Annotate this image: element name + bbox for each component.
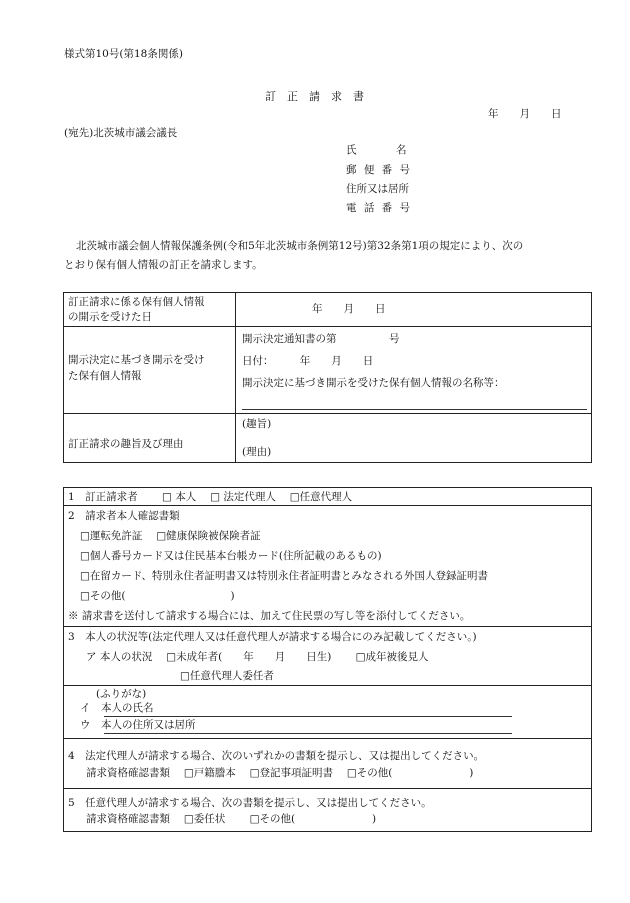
disclosure-date-label-2: の開示を受けた日	[68, 311, 152, 323]
addressee: (宛先)北茨城市議会議長	[64, 127, 178, 139]
document-title: 訂 正 請 求 書	[265, 90, 364, 103]
table2-divider-4	[63, 738, 592, 739]
id-documents-line-3: □在留カード、特別永住者証明書又は特別永住者証明書とみなされる外国人登録証明書	[80, 570, 488, 582]
furigana-label: (ふりがな)	[96, 688, 147, 700]
applicant-phone-label: 電 話 番 号	[346, 202, 413, 214]
table1-row-divider-1	[63, 326, 592, 327]
date-line: 年 月 日	[488, 108, 562, 120]
principal-address-label: ウ 本人の住所又は居所	[80, 719, 196, 731]
principal-status-a: ア 本人の状況 □未成年者( 年 月 日生) □成年被後見人	[86, 651, 429, 663]
id-documents-line-2: □個人番号カード又は住民基本台帳カード(住所記載のあるもの)	[80, 550, 382, 562]
legal-agent-docs-line: 請求資格確認書類 □戸籍謄本 □登記事項証明書 □その他( )	[86, 767, 474, 779]
principal-name-label: イ 本人の氏名	[80, 702, 154, 714]
table2-divider-2	[63, 626, 592, 627]
form-number: 様式第10号(第18条関係)	[64, 48, 183, 60]
correction-purpose-reason-label: 訂正請求の趣旨及び理由	[68, 438, 184, 450]
disclosure-date-label-1: 訂正請求に係る保有個人情報	[68, 296, 205, 308]
voluntary-agent-docs-title: 5 任意代理人が請求する場合、次の書類を提示し、又は提出してください。	[68, 797, 432, 809]
disclosed-info-name-underline	[242, 409, 587, 410]
disclosure-date-value: 年 月 日	[312, 303, 386, 315]
disclosure-notice-number: 開示決定通知書の第 号	[242, 333, 400, 345]
principal-status-a2: □任意代理人委任者	[180, 670, 274, 682]
principal-status-title: 3 本人の状況等(法定代理人又は任意代理人が請求する場合にのみ記載してください。)	[68, 631, 477, 643]
table2-divider-5	[63, 788, 592, 789]
applicant-name-label: 氏 名	[346, 144, 409, 156]
table1-row-divider-2	[63, 413, 592, 414]
applicant-address-label: 住所又は居所	[346, 183, 409, 195]
disclosed-info-name-label: 開示決定に基づき開示を受けた保有個人情報の名称等：	[242, 377, 505, 389]
voluntary-agent-docs-line: 請求資格確認書類 □委任状 □その他( )	[86, 813, 377, 825]
table2-divider-1	[63, 505, 592, 506]
id-documents-line-1: □運転免許証 □健康保険被保険者証	[80, 530, 261, 542]
table1-column-divider	[235, 292, 236, 463]
principal-address-underline	[104, 733, 512, 734]
disclosed-info-label-1: 開示決定に基づき開示を受け	[68, 354, 205, 366]
applicant-postal-label: 郵 便 番 号	[346, 164, 413, 176]
principal-name-underline	[104, 716, 512, 717]
legal-agent-docs-title: 4 法定代理人が請求する場合、次のいずれかの書類を提示し、又は提出してください。	[68, 750, 485, 762]
id-documents-title: 2 請求者本人確認書類	[68, 510, 180, 522]
intro-line-1: 北茨城市議会個人情報保護条例(令和5年北茨城市条例第12号)第32条第1項の規定により、次の	[76, 240, 524, 252]
table2-divider-3	[63, 685, 592, 686]
requester-type-row: 1 訂正請求者 □ 本人 □ 法定代理人 □任意代理人	[68, 491, 353, 503]
disclosed-info-label-2: た保有個人情報	[68, 370, 142, 382]
correction-purpose-label: (趣旨)	[242, 418, 272, 430]
intro-line-2: とおり保有個人情報の訂正を請求します。	[64, 259, 263, 271]
disclosure-notice-date: 日付： 年 月 日	[242, 355, 374, 367]
id-documents-note: ※ 請求書を送付して請求する場合には、加えて住民票の写し等を添付してください。	[68, 610, 471, 622]
correction-reason-label: (理由)	[242, 446, 272, 458]
id-documents-line-4: □その他( )	[80, 590, 235, 602]
